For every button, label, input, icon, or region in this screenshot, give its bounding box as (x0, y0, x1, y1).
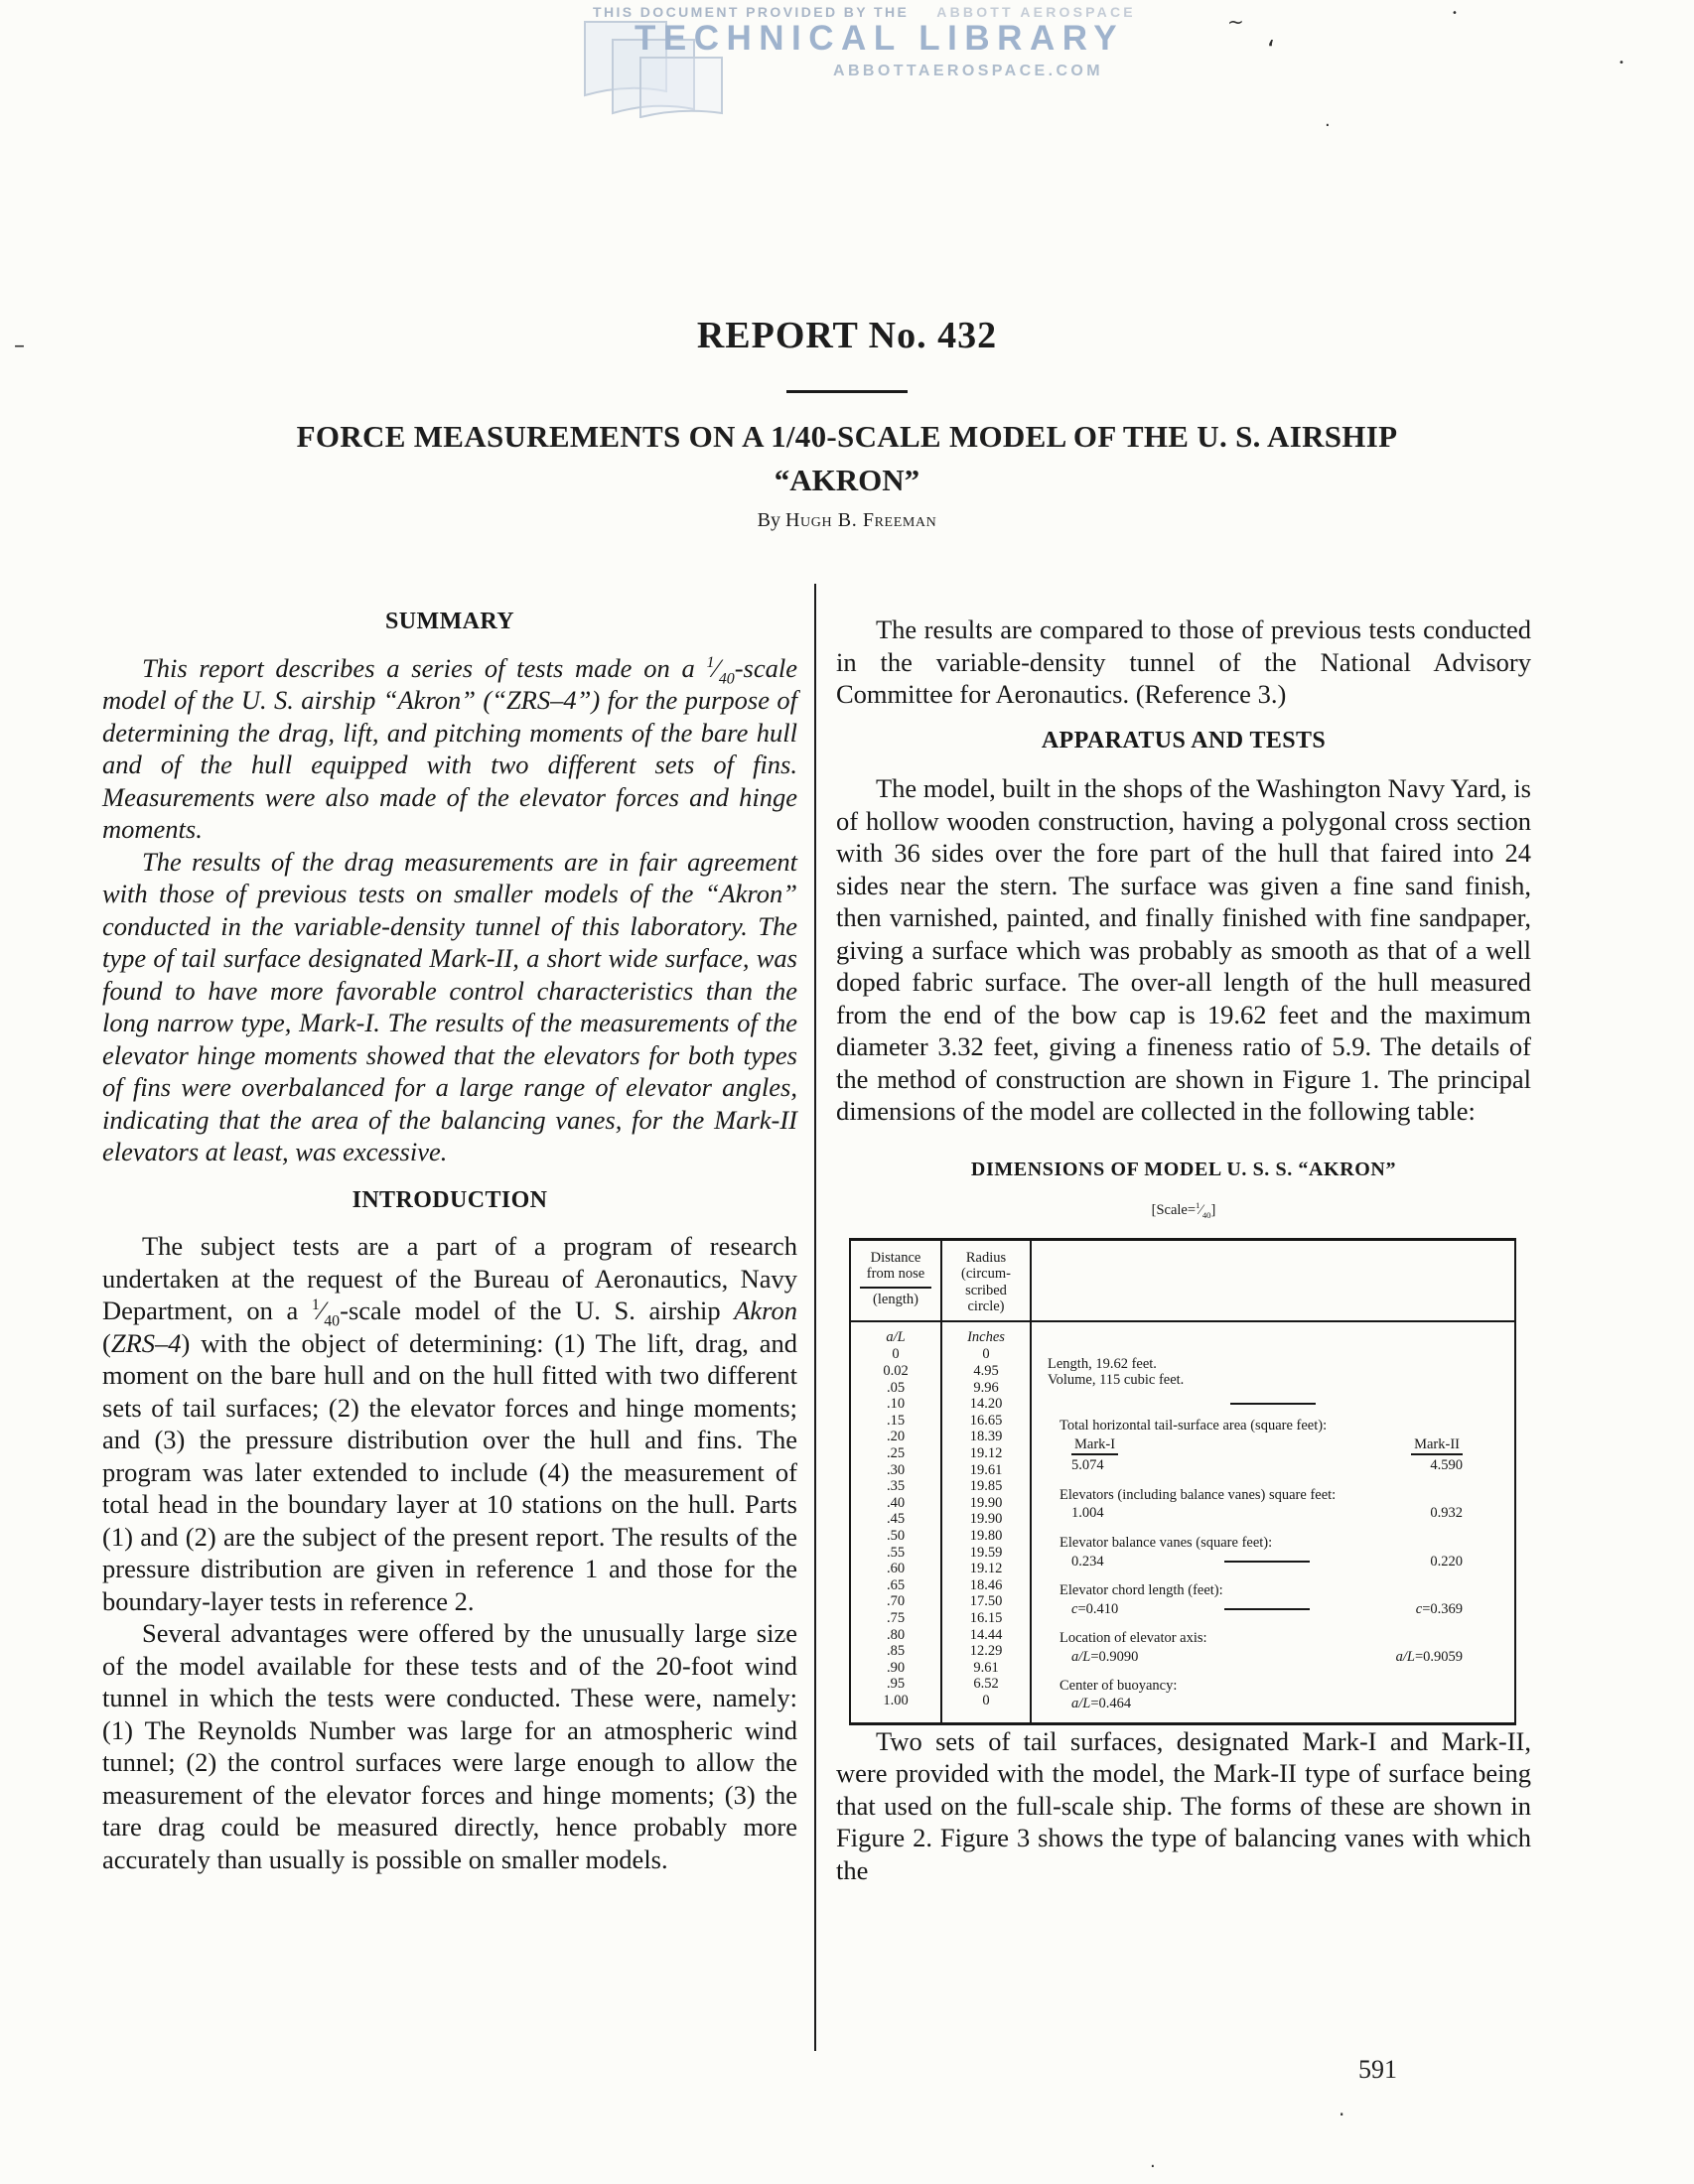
spec-volume: Volume, 115 cubic feet. (1048, 1372, 1185, 1389)
distance-value: .30 (886, 1461, 906, 1478)
watermark-library-text: TECHNICAL LIBRARY (635, 19, 1125, 58)
radius-value: 19.85 (969, 1478, 1003, 1495)
radius-value: 18.46 (969, 1576, 1003, 1593)
tail-surfaces-paragraph: Two sets of tail surfaces, designated Mark-I and Mark-II, were provided with the model, the Mark-II type of surface being that used on the full-scale ship. The forms of these are shown in Figure 2. Figure 3 shows the type of balancing vanes with which the (836, 1725, 1531, 1885)
distance-value: .80 (886, 1626, 906, 1643)
distance-value: .50 (886, 1528, 906, 1544)
watermark-site-text: ABBOTTAEROSPACE.COM (833, 63, 1104, 79)
distance-value: .35 (886, 1478, 906, 1495)
left-column (102, 586, 797, 1875)
spec-axis-mark2-value: a/L=0.9059 (1395, 1649, 1463, 1665)
dimensions-table-scale-note: $[Scale=^1⁄_{40}]$ (1151, 1200, 1216, 1220)
spec-buoyancy-label: Center of buoyancy: (1059, 1677, 1178, 1694)
distance-value: .55 (886, 1544, 906, 1561)
radius-value: 17.50 (969, 1593, 1003, 1610)
scan-speck: • (1619, 58, 1624, 68)
radius-value: 19.80 (969, 1528, 1003, 1544)
distance-value: 0.02 (883, 1363, 909, 1380)
distance-value: .40 (886, 1494, 906, 1511)
table-header-radius: Radius (circum- scribed circle) (942, 1241, 1032, 1322)
scan-speck: – (14, 334, 25, 358)
distance-value: .25 (886, 1445, 906, 1462)
radius-value: 19.12 (969, 1561, 1003, 1577)
radius-value: 0 (982, 1692, 990, 1708)
radius-value: 19.61 (969, 1461, 1003, 1478)
introduction-paragraph-2: Several advantages were offered by the unusually large size of the model available for these tests and of the 20-foot wind tunnel in which the tests were conducted. These were, namely: (1) The Reynolds Number was large for an atmospheric wind tunnel; (2) the control surfaces were large enough to allow the measurement of the elevator forces and hinge moments; (3) the tare drag could be measured directly, hence probably more accurately than usually is possible on smaller models. (102, 1618, 797, 1874)
distance-value: .20 (886, 1429, 906, 1445)
report-number: REPORT No. 432 (696, 315, 998, 356)
spec-axis-mark1-value: a/L=0.9090 (1071, 1649, 1139, 1665)
radius-value: 16.15 (969, 1609, 1003, 1626)
spec-vanes-label: Elevator balance vanes (square feet): (1059, 1535, 1273, 1552)
radius-value: 9.61 (973, 1659, 999, 1676)
results-comparison-paragraph: The results are compared to those of previous tests conducted in the variable-density tunnel of the National Advisory Committee for Aeronautics. (Reference 3.) (836, 614, 1531, 709)
radius-value: 9.96 (973, 1379, 999, 1396)
scan-speck: · (1325, 115, 1331, 136)
radius-value: 6.52 (973, 1676, 999, 1693)
table-column-radius-values (942, 1322, 1032, 1722)
right-column (836, 586, 1531, 1886)
spec-elevators-label: Elevators (including balance vanes) square feet: (1059, 1486, 1337, 1503)
title-rule (786, 390, 908, 393)
radius-value: 14.20 (969, 1396, 1003, 1413)
byline: By Hugh B. Freeman (757, 509, 937, 531)
summary-paragraph-1: This report describes a series of tests made on a $^1⁄_{40}$-scale model of the U. S. airship “Akron” (“ZRS–4”) for the purpose of determining the drag, lift, and pitching moments of the bare hull and of the hull equipped with two different sets of fins. Measurements were also made of the elevator forces and hinge moments. (102, 652, 797, 844)
distance-value: .70 (886, 1593, 906, 1610)
distance-value: .10 (886, 1396, 906, 1413)
spec-buoyancy-value: a/L=0.464 (1071, 1696, 1132, 1712)
radius-value: 18.39 (969, 1429, 1003, 1445)
spec-elevators-mark2-value: 0.932 (1430, 1505, 1463, 1522)
scan-speck: ‘ (1267, 36, 1276, 66)
distance-value: 1.00 (883, 1692, 909, 1708)
spec-length: Length, 19.62 feet. (1048, 1355, 1157, 1372)
spec-mark1-header: Mark-I (1071, 1436, 1118, 1456)
library-watermark (571, 2, 1167, 121)
watermark-provided-text: THIS DOCUMENT PROVIDED BY THE (593, 4, 910, 20)
dimensions-table (849, 1238, 1516, 1725)
table-subheader-aL: a/L (886, 1328, 906, 1345)
radius-value: 4.95 (973, 1363, 999, 1380)
radius-value: 0 (982, 1346, 990, 1363)
column-divider-rule (814, 584, 816, 2051)
table-header-blank (1032, 1241, 1514, 1322)
distance-value: .45 (886, 1511, 906, 1528)
introduction-heading: INTRODUCTION (352, 1186, 548, 1213)
document-title-line2: “AKRON” (774, 463, 920, 497)
table-header-inner-rule (860, 1287, 931, 1289)
table-header-distance-bottom: (length) (873, 1291, 918, 1307)
spec-vanes-mark2-value: 0.220 (1430, 1553, 1463, 1570)
introduction-paragraph-1: The subject tests are a part of a program of research undertaken at the request of the Bureau of Aeronautics, Navy Department, on a $^1⁄_{40}$-scale model of the U. S. airship Akron (ZRS–4) with the object of determining: (1) The lift, drag, and moment on the bare hull and on the hull fitted with two different sets of tail surfaces; (2) the elevator forces and hinge moments; and (3) the pressure distribution over the hull and fins. The program was later extended to include (4) the measurement of total head in the boundary layer at 10 stations on the hull. Parts (1) and (2) are the subject of the present report. The results of the pressure distribution are given in reference 1 and those for the boundary-layer tests in reference 2. (102, 1231, 797, 1616)
radius-value: 19.90 (969, 1494, 1003, 1511)
radius-value: 14.44 (969, 1626, 1003, 1643)
distance-value: .05 (886, 1379, 906, 1396)
distance-value: .90 (886, 1659, 906, 1676)
scan-speck: ~ (1227, 10, 1244, 34)
distance-value: .15 (886, 1412, 906, 1429)
radius-value: 19.59 (969, 1544, 1003, 1561)
spec-tail-area-label: Total horizontal tail-surface area (square feet): (1059, 1418, 1328, 1434)
spec-chord-mark2-value: c=0.369 (1415, 1600, 1463, 1617)
spec-divider-rule (1230, 1403, 1316, 1405)
spec-elevators-mark1-value: 1.004 (1071, 1505, 1104, 1522)
distance-value: .95 (886, 1676, 906, 1693)
apparatus-paragraph: The model, built in the shops of the Washington Navy Yard, is of hollow wooden construction, having a polygonal cross section with 36 sides over the fore part of the hull that faired into 24 sides near the stern. The surface was given a fine sand finish, then varnished, painted, and finally finished with fine sandpaper, giving a surface which was probably as smooth as that of a well doped fabric surface. The over-all length of the hull measured from the end of the bow cap is 19.62 feet and the maximum diameter 3.32 feet, giving a fineness ratio of 5.9. The details of the method of construction are shown in Figure 1. The principal dimensions of the model are collected in the following table: (836, 773, 1531, 1126)
spec-tail-area-mark2-value: 4.590 (1430, 1457, 1463, 1474)
spec-chord-label: Elevator chord length (feet): (1059, 1582, 1223, 1599)
spec-mid-rule (1224, 1608, 1310, 1610)
spec-mark2-header: Mark-II (1411, 1436, 1463, 1456)
watermark-provided-line (593, 4, 1136, 20)
distance-value: .85 (886, 1643, 906, 1660)
spec-tail-area-mark1-value: 5.074 (1071, 1457, 1104, 1474)
table-subheader-inches: Inches (967, 1328, 1005, 1345)
spec-vanes-mark1-value: 0.234 (1071, 1553, 1104, 1570)
apparatus-heading: APPARATUS AND TESTS (1041, 727, 1327, 753)
radius-value: 16.65 (969, 1412, 1003, 1429)
radius-value: 19.90 (969, 1511, 1003, 1528)
distance-value: 0 (892, 1346, 900, 1363)
table-header-distance-top: Distance from nose (866, 1249, 925, 1283)
radius-value: 19.12 (969, 1445, 1003, 1462)
scan-speck: · (1150, 2156, 1156, 2177)
spec-chord-mark1-value: c=0.410 (1071, 1600, 1119, 1617)
scan-speck: · (1339, 2103, 1345, 2126)
distance-value: .75 (886, 1609, 906, 1626)
summary-paragraph-2: The results of the drag measurements are in fair agreement with those of previous tests on smaller models of the “Akron” conducted in the variable-density tunnel of this laboratory. The type of tail surface designated Mark-II, a short wide surface, was found to have more favorable control characteristics than the long narrow type, Mark-I. The results of the measurements of the elevator hinge moments showed that the elevators for both types of fins were overbalanced for a large range of elevator angles, indicating that the area of the balancing vanes, for the Mark-II elevators at least, was excessive. (102, 846, 797, 1166)
radius-value: 12.29 (969, 1643, 1003, 1660)
distance-value: .65 (886, 1576, 906, 1593)
spec-axis-label: Location of elevator axis: (1059, 1630, 1207, 1647)
distance-value: .60 (886, 1561, 906, 1577)
document-title-line1: FORCE MEASUREMENTS ON A 1/40-SCALE MODEL OF THE U. S. AIRSHIP (296, 419, 1398, 454)
spec-mid-rule (1224, 1561, 1310, 1563)
table-header-distance (851, 1241, 942, 1322)
watermark-brand-text: ABBOTT AEROSPACE (936, 4, 1136, 20)
dimensions-table-title: DIMENSIONS OF MODEL U. S. S. “AKRON” (970, 1158, 1397, 1180)
page-number: 591 (1358, 2055, 1397, 2084)
table-spec-cell (1032, 1322, 1514, 1722)
scan-speck: • (1452, 8, 1458, 19)
summary-heading: SUMMARY (385, 609, 514, 634)
table-column-distance-values (851, 1322, 942, 1722)
